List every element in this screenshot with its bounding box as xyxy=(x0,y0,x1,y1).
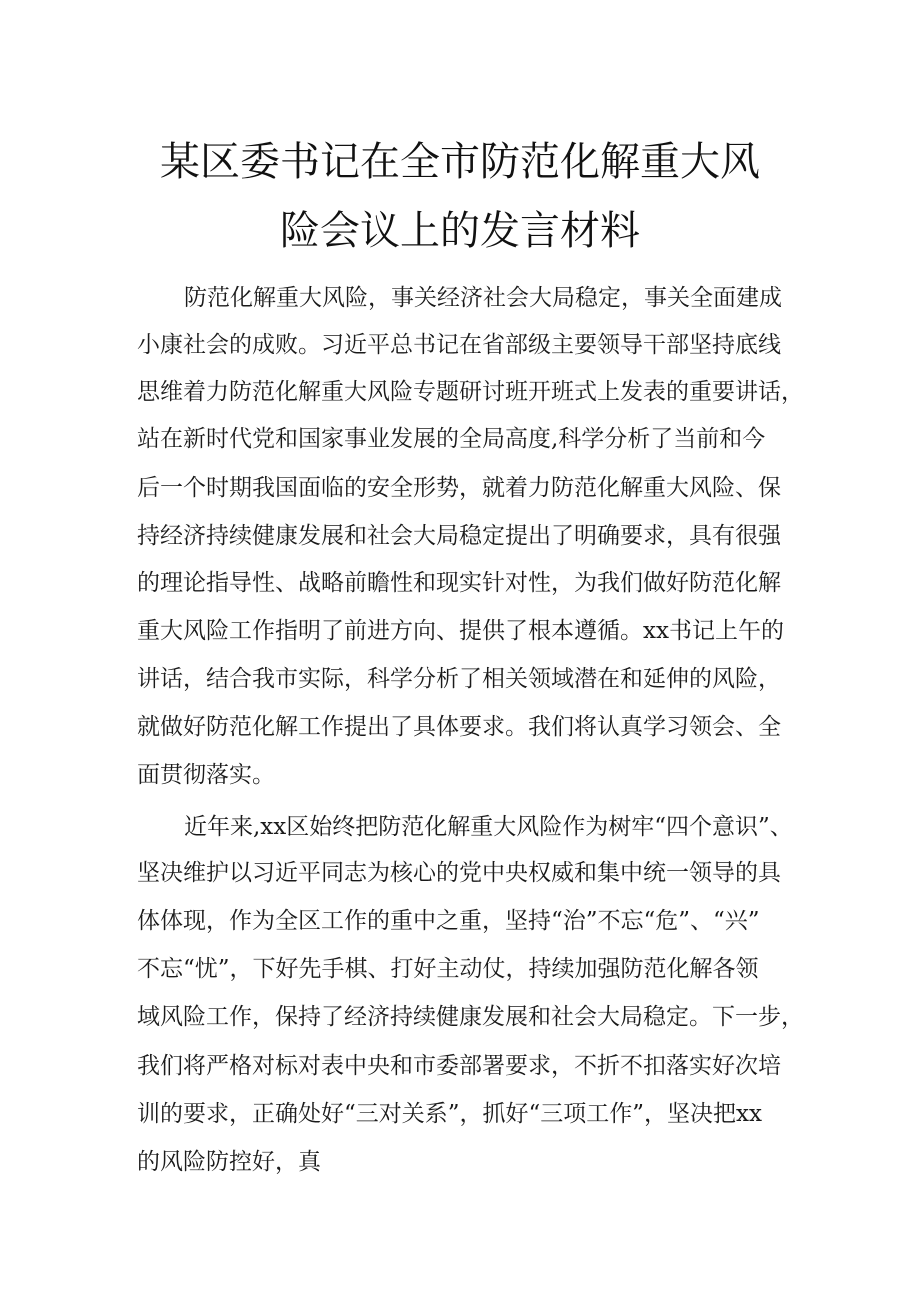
paragraph-1-line-7: 的理论指导性、战略前瞻性和现实针对性，为我们做好防范化解 xyxy=(137,570,781,596)
paragraph-1-line-11: 面贯彻落实。 xyxy=(137,762,275,788)
paragraph-2-line-7: 训的要求，正确处好“三对关系”，抓好“三项工作”，坚决把xx xyxy=(137,1101,762,1127)
paragraph-1-line-2: 小康社会的成败。习近平总书记在省部级主要领导干部坚持底线 xyxy=(137,332,781,358)
document-title-line-1: 某区委书记在全市防范化解重大风 xyxy=(160,139,760,185)
document-title-line-2: 险会议上的发言材料 xyxy=(280,208,640,254)
paragraph-1-line-9: 讲话，结合我市实际，科学分析了相关领域潜在和延伸的风险， xyxy=(137,666,781,692)
paragraph-1-line-10: 就做好防范化解工作提出了具体要求。我们将认真学习领会、全 xyxy=(137,714,781,740)
paragraph-2-line-3: 体体现，作为全区工作的重中之重，坚持“治”不忘“危”、“兴” xyxy=(137,908,760,934)
paragraph-1-line-4: 站在新时代党和国家事业发展的全局高度,科学分析了当前和今 xyxy=(137,426,766,452)
paragraph-2-line-1: 近年来,xx区始终把防范化解重大风险作为树牢“四个意识”、 xyxy=(184,814,793,840)
paragraph-1-line-5: 后一个时期我国面临的安全形势，就着力防范化解重大风险、保 xyxy=(137,475,781,501)
paragraph-1-line-8: 重大风险工作指明了前进方向、提供了根本遵循。xx书记上午的 xyxy=(137,618,784,644)
paragraph-2-line-2: 坚决维护以习近平同志为核心的党中央权威和集中统一领导的具 xyxy=(137,860,781,886)
paragraph-2-line-6: 我们将严格对标对表中央和市委部署要求，不折不扣落实好次培 xyxy=(137,1053,781,1079)
paragraph-1-line-6: 持经济持续健康发展和社会大局稳定提出了明确要求，具有很强 xyxy=(137,523,781,549)
paragraph-2-line-4: 不忘“忧”，下好先手棋、打好主动仗，持续加强防范化解各领 xyxy=(137,956,759,982)
paragraph-2-line-5: 域风险工作，保持了经济持续健康发展和社会大局稳定。下一步， xyxy=(137,1004,804,1030)
paragraph-2-line-8: 的风险防控好，真 xyxy=(137,1149,321,1175)
paragraph-1-line-1: 防范化解重大风险，事关经济社会大局稳定，事关全面建成 xyxy=(184,285,782,311)
paragraph-1-line-3: 思维着力防范化解重大风险专题研讨班开班式上发表的重要讲话， xyxy=(137,379,804,405)
